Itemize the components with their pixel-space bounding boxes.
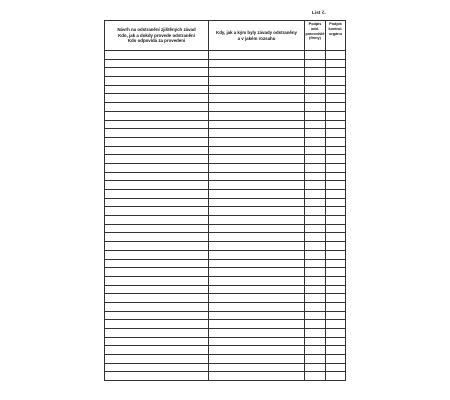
cell-department-signature[interactable] — [305, 355, 326, 364]
cell-proposal[interactable] — [105, 259, 209, 268]
defect-record-table — [104, 20, 346, 381]
cell-proposal[interactable] — [105, 51, 209, 60]
cell-proposal[interactable] — [105, 285, 209, 294]
cell-resolution[interactable] — [209, 285, 305, 294]
cell-inspector-signature[interactable] — [326, 163, 346, 172]
cell-proposal[interactable] — [105, 233, 209, 242]
cell-resolution[interactable] — [209, 59, 305, 68]
cell-department-signature[interactable] — [305, 329, 326, 338]
cell-inspector-signature[interactable] — [326, 51, 346, 60]
cell-inspector-signature[interactable] — [326, 242, 346, 251]
table-row — [105, 163, 346, 172]
cell-inspector-signature[interactable] — [326, 120, 346, 129]
cell-department-signature[interactable] — [305, 111, 326, 120]
cell-inspector-signature[interactable] — [326, 329, 346, 338]
cell-department-signature[interactable] — [305, 276, 326, 285]
cell-department-signature[interactable] — [305, 137, 326, 146]
cell-inspector-signature[interactable] — [326, 172, 346, 181]
cell-resolution[interactable] — [209, 120, 305, 129]
table-row — [105, 233, 346, 242]
cell-proposal[interactable] — [105, 155, 209, 164]
table-row — [105, 250, 346, 259]
column-header-proposal — [105, 21, 209, 51]
cell-proposal[interactable] — [105, 146, 209, 155]
cell-inspector-signature[interactable] — [326, 94, 346, 103]
cell-proposal[interactable] — [105, 276, 209, 285]
cell-inspector-signature[interactable] — [326, 233, 346, 242]
cell-proposal[interactable] — [105, 346, 209, 355]
cell-inspector-signature[interactable] — [326, 85, 346, 94]
cell-department-signature[interactable] — [305, 259, 326, 268]
cell-resolution[interactable] — [209, 268, 305, 277]
cell-inspector-signature[interactable] — [326, 250, 346, 259]
cell-inspector-signature[interactable] — [326, 363, 346, 372]
table-row — [105, 363, 346, 372]
header-line: Kdo odpovídá za provedení — [127, 38, 186, 44]
cell-resolution[interactable] — [209, 259, 305, 268]
cell-department-signature[interactable] — [305, 155, 326, 164]
cell-resolution[interactable] — [209, 190, 305, 199]
cell-proposal[interactable] — [105, 268, 209, 277]
cell-department-signature[interactable] — [305, 337, 326, 346]
header-line: (firmy) — [309, 36, 321, 41]
cell-inspector-signature[interactable] — [326, 207, 346, 216]
table-row — [105, 320, 346, 329]
cell-department-signature[interactable] — [305, 320, 326, 329]
cell-resolution[interactable] — [209, 68, 305, 77]
cell-resolution[interactable] — [209, 294, 305, 303]
table-row — [105, 302, 346, 311]
cell-inspector-signature[interactable] — [326, 198, 346, 207]
cell-department-signature[interactable] — [305, 268, 326, 277]
cell-department-signature[interactable] — [305, 94, 326, 103]
cell-inspector-signature[interactable] — [326, 276, 346, 285]
table-row — [105, 198, 346, 207]
cell-resolution[interactable] — [209, 146, 305, 155]
cell-proposal[interactable] — [105, 94, 209, 103]
cell-department-signature[interactable] — [305, 363, 326, 372]
table-row — [105, 329, 346, 338]
cell-department-signature[interactable] — [305, 224, 326, 233]
table-row — [105, 129, 346, 138]
table-row — [105, 216, 346, 225]
cell-proposal[interactable] — [105, 181, 209, 190]
table-row — [105, 259, 346, 268]
cell-department-signature[interactable] — [305, 346, 326, 355]
cell-resolution[interactable] — [209, 198, 305, 207]
cell-inspector-signature[interactable] — [326, 346, 346, 355]
cell-proposal[interactable] — [105, 172, 209, 181]
table-body — [105, 51, 346, 381]
cell-proposal[interactable] — [105, 85, 209, 94]
cell-proposal[interactable] — [105, 320, 209, 329]
cell-proposal[interactable] — [105, 311, 209, 320]
cell-resolution[interactable] — [209, 103, 305, 112]
table-row — [105, 111, 346, 120]
cell-department-signature[interactable] — [305, 285, 326, 294]
cell-proposal[interactable] — [105, 68, 209, 77]
cell-inspector-signature[interactable] — [326, 146, 346, 155]
cell-department-signature[interactable] — [305, 146, 326, 155]
table-row — [105, 85, 346, 94]
header-line: odd. — [310, 26, 319, 31]
cell-proposal[interactable] — [105, 294, 209, 303]
cell-proposal[interactable] — [105, 363, 209, 372]
cell-resolution[interactable] — [209, 337, 305, 346]
table-row — [105, 276, 346, 285]
table-row — [105, 268, 346, 277]
table-row — [105, 94, 346, 103]
cell-resolution[interactable] — [209, 372, 305, 381]
cell-resolution[interactable] — [209, 311, 305, 320]
cell-proposal[interactable] — [105, 120, 209, 129]
cell-inspector-signature[interactable] — [326, 216, 346, 225]
column-header-inspector-signature — [326, 21, 346, 51]
cell-department-signature[interactable] — [305, 120, 326, 129]
cell-inspector-signature[interactable] — [326, 285, 346, 294]
cell-resolution[interactable] — [209, 77, 305, 86]
table-row — [105, 337, 346, 346]
cell-inspector-signature[interactable] — [326, 311, 346, 320]
cell-resolution[interactable] — [209, 155, 305, 164]
cell-proposal[interactable] — [105, 129, 209, 138]
cell-proposal[interactable] — [105, 355, 209, 364]
cell-inspector-signature[interactable] — [326, 259, 346, 268]
cell-department-signature[interactable] — [305, 163, 326, 172]
cell-proposal[interactable] — [105, 372, 209, 381]
cell-resolution[interactable] — [209, 302, 305, 311]
table-row — [105, 146, 346, 155]
cell-resolution[interactable] — [209, 233, 305, 242]
cell-department-signature[interactable] — [305, 172, 326, 181]
cell-inspector-signature[interactable] — [326, 137, 346, 146]
cell-inspector-signature[interactable] — [326, 111, 346, 120]
column-header-department-signature — [305, 21, 326, 51]
cell-inspector-signature[interactable] — [326, 103, 346, 112]
table-row — [105, 242, 346, 251]
table-row — [105, 137, 346, 146]
cell-proposal[interactable] — [105, 59, 209, 68]
header-line: Podpis — [308, 22, 322, 26]
cell-department-signature[interactable] — [305, 250, 326, 259]
cell-resolution[interactable] — [209, 355, 305, 364]
cell-inspector-signature[interactable] — [326, 320, 346, 329]
table-row — [105, 155, 346, 164]
cell-department-signature[interactable] — [305, 77, 326, 86]
cell-resolution[interactable] — [209, 346, 305, 355]
table-row — [105, 51, 346, 60]
table-row — [105, 190, 346, 199]
cell-resolution[interactable] — [209, 85, 305, 94]
cell-inspector-signature[interactable] — [326, 268, 346, 277]
cell-department-signature[interactable] — [305, 242, 326, 251]
cell-department-signature[interactable] — [305, 311, 326, 320]
table-header-row — [105, 21, 346, 51]
column-header-resolution — [209, 21, 305, 51]
cell-department-signature[interactable] — [305, 302, 326, 311]
cell-department-signature[interactable] — [305, 103, 326, 112]
cell-inspector-signature[interactable] — [326, 129, 346, 138]
cell-resolution[interactable] — [209, 224, 305, 233]
cell-proposal[interactable] — [105, 190, 209, 199]
cell-resolution[interactable] — [209, 216, 305, 225]
table-row — [105, 181, 346, 190]
cell-department-signature[interactable] — [305, 85, 326, 94]
table-row — [105, 224, 346, 233]
cell-inspector-signature[interactable] — [326, 77, 346, 86]
table-row — [105, 77, 346, 86]
cell-resolution[interactable] — [209, 250, 305, 259]
cell-resolution[interactable] — [209, 137, 305, 146]
table-row — [105, 120, 346, 129]
table-row — [105, 172, 346, 181]
table-row — [105, 103, 346, 112]
cell-inspector-signature[interactable] — [326, 355, 346, 364]
cell-department-signature[interactable] — [305, 372, 326, 381]
cell-inspector-signature[interactable] — [326, 155, 346, 164]
header-line: Podpis — [329, 22, 342, 26]
cell-proposal[interactable] — [105, 163, 209, 172]
table-row — [105, 355, 346, 364]
cell-proposal[interactable] — [105, 103, 209, 112]
cell-inspector-signature[interactable] — [326, 181, 346, 190]
cell-resolution[interactable] — [209, 276, 305, 285]
cell-inspector-signature[interactable] — [326, 224, 346, 233]
table-row — [105, 285, 346, 294]
cell-department-signature[interactable] — [305, 59, 326, 68]
cell-inspector-signature[interactable] — [326, 372, 346, 381]
table-row — [105, 294, 346, 303]
cell-proposal[interactable] — [105, 224, 209, 233]
cell-inspector-signature[interactable] — [326, 302, 346, 311]
cell-proposal[interactable] — [105, 337, 209, 346]
table-row — [105, 207, 346, 216]
cell-proposal[interactable] — [105, 329, 209, 338]
header-line: orgánu — [329, 31, 342, 36]
cell-department-signature[interactable] — [305, 198, 326, 207]
cell-inspector-signature[interactable] — [326, 294, 346, 303]
cell-resolution[interactable] — [209, 111, 305, 120]
cell-proposal[interactable] — [105, 302, 209, 311]
cell-department-signature[interactable] — [305, 190, 326, 199]
cell-resolution[interactable] — [209, 320, 305, 329]
cell-resolution[interactable] — [209, 172, 305, 181]
header-line: pracoviště — [305, 31, 325, 36]
cell-proposal[interactable] — [105, 198, 209, 207]
cell-inspector-signature[interactable] — [326, 190, 346, 199]
table-row — [105, 346, 346, 355]
table-row — [105, 311, 346, 320]
cell-inspector-signature[interactable] — [326, 337, 346, 346]
table-row — [105, 59, 346, 68]
cell-resolution[interactable] — [209, 207, 305, 216]
cell-proposal[interactable] — [105, 242, 209, 251]
cell-resolution[interactable] — [209, 242, 305, 251]
header-line: Návrh na odstranění zjištěných závad — [117, 27, 196, 33]
cell-proposal[interactable] — [105, 111, 209, 120]
cell-proposal[interactable] — [105, 250, 209, 259]
cell-resolution[interactable] — [209, 94, 305, 103]
cell-department-signature[interactable] — [305, 294, 326, 303]
header-line: Kdo, jak a dokdy provede odstranění — [118, 32, 195, 38]
cell-department-signature[interactable] — [305, 233, 326, 242]
cell-department-signature[interactable] — [305, 207, 326, 216]
table-row — [105, 68, 346, 77]
cell-resolution[interactable] — [209, 129, 305, 138]
cell-department-signature[interactable] — [305, 129, 326, 138]
header-line: Kdy, jak a kým byly závady odstraněny — [216, 30, 297, 36]
cell-department-signature[interactable] — [305, 181, 326, 190]
header-line: kontrol. — [328, 26, 343, 31]
cell-resolution[interactable] — [209, 363, 305, 372]
cell-proposal[interactable] — [105, 207, 209, 216]
cell-department-signature[interactable] — [305, 68, 326, 77]
cell-inspector-signature[interactable] — [326, 59, 346, 68]
cell-department-signature[interactable] — [305, 51, 326, 60]
cell-proposal[interactable] — [105, 216, 209, 225]
sheet-number-label: List č. — [312, 10, 326, 15]
cell-department-signature[interactable] — [305, 216, 326, 225]
header-line: a v jakém rozsahu — [237, 35, 276, 41]
cell-proposal[interactable] — [105, 77, 209, 86]
cell-resolution[interactable] — [209, 181, 305, 190]
cell-resolution[interactable] — [209, 163, 305, 172]
cell-resolution[interactable] — [209, 329, 305, 338]
cell-resolution[interactable] — [209, 51, 305, 60]
cell-inspector-signature[interactable] — [326, 68, 346, 77]
cell-proposal[interactable] — [105, 137, 209, 146]
table-row — [105, 372, 346, 381]
